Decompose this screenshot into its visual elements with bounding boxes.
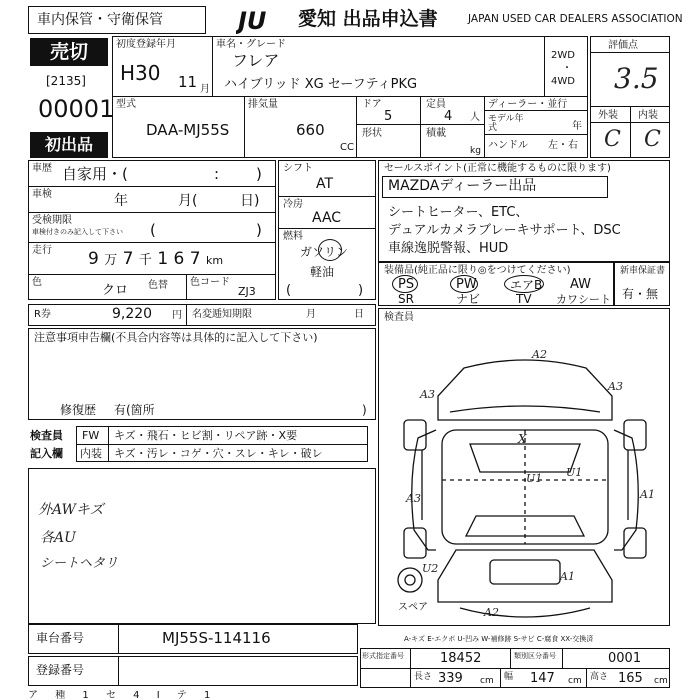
acceptance-note: 車検付きのみ記入して下さい xyxy=(32,228,123,236)
inspection-month: 月( xyxy=(178,193,198,209)
handle-label: ハンドル xyxy=(488,140,528,151)
width-value: 147 xyxy=(530,671,555,686)
entry-label-2: 記入欄 xyxy=(30,447,63,460)
fuel-diesel: 軽油 xyxy=(310,265,335,279)
dealer-label: ディーラー・並行 xyxy=(488,99,568,110)
entry-row1-text: キズ・飛石・ヒビ割・リペア跡・X要 xyxy=(114,429,298,442)
equip-pw: PW xyxy=(456,277,477,292)
recycle-label: R券 xyxy=(34,309,51,320)
mileage-label: 走行 xyxy=(32,245,52,256)
selling-point-4: 車線逸脱警報、HUD xyxy=(388,241,509,256)
usage-colon: : xyxy=(214,165,220,183)
capacity-value: 4 xyxy=(444,109,453,124)
entry-row1-tag: FW xyxy=(82,429,100,442)
mark-u2-rear: U2 xyxy=(422,562,439,575)
model-name-label: 車名・グレード xyxy=(216,39,286,50)
type-designation-label: 形式指定番号 xyxy=(362,652,404,660)
color-code-value: ZJ3 xyxy=(238,285,256,298)
mark-a1-side: A1 xyxy=(640,488,655,501)
interior-label: 内装 xyxy=(638,110,658,121)
model-name: フレア xyxy=(232,51,280,70)
handwritten-box xyxy=(28,468,376,624)
inspection-label: 車検 xyxy=(32,189,52,200)
selling-point-2: シートヒーター、ETC、 xyxy=(388,205,529,220)
notes-label: 注意事項申告欄(不具合内容等は具体的に記入して下さい) xyxy=(34,331,318,344)
color-value: クロ xyxy=(102,283,129,298)
width-label: 幅 xyxy=(504,672,514,682)
equip-leather: カワシート xyxy=(556,293,611,306)
mark-a3-left: A3 xyxy=(420,388,435,401)
usage-close: ) xyxy=(256,165,262,183)
shape-label: 形状 xyxy=(362,128,382,139)
type-designation-value: 18452 xyxy=(440,651,482,666)
sale-type-badge: 売切 xyxy=(30,38,108,66)
aircon-label: 冷房 xyxy=(283,199,303,210)
name-change-day: 日 xyxy=(354,309,364,320)
lot-number: 00001 xyxy=(38,95,115,123)
equip-ps-circle xyxy=(392,275,418,293)
height-unit: cm xyxy=(654,676,668,686)
capacity-label: 定員 xyxy=(426,99,446,110)
acceptance-close: ) xyxy=(256,221,262,239)
interior-grade: C xyxy=(644,127,661,152)
fuel-gas-circle xyxy=(318,239,342,261)
registration-label: 初度登録年月 xyxy=(116,39,176,50)
entry-row2-tag: 内装 xyxy=(80,447,102,460)
door-label: ドア xyxy=(362,99,382,110)
mileage-unit-man: 万 xyxy=(104,253,118,268)
handwritten-note-3: シートヘタリ xyxy=(40,556,119,571)
type-label: 型式 xyxy=(116,99,136,110)
recycle-unit: 円 xyxy=(172,310,182,321)
mark-x-center: X xyxy=(518,432,527,446)
selling-point-1: MAZDAディーラー出品 xyxy=(388,178,537,194)
length-unit: cm xyxy=(480,676,494,686)
fuel-close: ) xyxy=(358,283,364,298)
capacity-unit: 人 xyxy=(470,112,480,123)
storage-box xyxy=(28,6,206,34)
equip-tv: TV xyxy=(516,292,532,306)
bottom-item-6: Ⅰ xyxy=(156,690,160,700)
mileage-digit-5: 7 xyxy=(189,249,201,269)
mileage-digit-4: 6 xyxy=(173,249,185,269)
mark-a3-side: A3 xyxy=(406,492,421,505)
repair-close: ) xyxy=(362,403,367,417)
equipment-label: 装備品(純正品に限り◎をつけてください) xyxy=(384,265,571,276)
damage-legend: A-キズ E-エクボ U-凹み W-補修跡 S-サビ C-腐食 XX-交換済 xyxy=(404,635,594,643)
acceptance-open: ( xyxy=(150,221,156,239)
drive-sep: ・ xyxy=(562,63,572,74)
equip-navi: ナビ xyxy=(456,292,481,306)
bottom-item-8: 1 xyxy=(204,690,211,700)
model-grade: ハイブリッド XG セーフティPKG xyxy=(224,77,418,92)
displacement-value: 660 xyxy=(296,121,325,139)
bottom-row xyxy=(28,690,358,700)
height-value: 165 xyxy=(618,671,643,686)
reg-number-label: 登録番号 xyxy=(36,663,85,677)
repair-label: 修復歴 xyxy=(60,403,97,417)
rating-value: 3.5 xyxy=(614,62,659,95)
load-unit: kg xyxy=(470,146,481,156)
mileage-digit-2: 7 xyxy=(122,249,134,269)
bottom-item-1: ア xyxy=(28,690,38,700)
category-label: 類別区分番号 xyxy=(514,652,556,660)
entry-row2-text: キズ・汚レ・コゲ・穴・スレ・キレ・破レ xyxy=(114,447,323,460)
fuel-gas: ガソリン xyxy=(300,245,349,259)
mark-a3-right: A3 xyxy=(608,380,623,393)
exterior-grade: C xyxy=(604,127,621,152)
inspector-label: 検査員 xyxy=(384,312,414,323)
name-change-month: 月 xyxy=(306,309,316,320)
acceptance-label: 受検期限 xyxy=(32,215,72,226)
recycle-value: 9,220 xyxy=(112,306,153,322)
first-listing-badge: 初出品 xyxy=(30,132,108,158)
bottom-item-7: テ xyxy=(176,690,187,700)
shift-label: シフト xyxy=(283,163,313,174)
chassis-value: MJ55S-114116 xyxy=(162,629,271,647)
equip-airbag: エアB xyxy=(510,278,543,292)
drive-2wd: 2WD xyxy=(551,50,575,61)
ju-logo xyxy=(236,6,294,34)
spare-label: スペア xyxy=(398,602,428,613)
form-title-en: JAPAN USED CAR DEALERS ASSOCIATION xyxy=(468,13,683,25)
usage-label: 車歴 xyxy=(32,163,52,174)
storage-label: 車内保管・守衛保管 xyxy=(37,12,163,28)
bottom-item-5: 4 xyxy=(133,690,140,700)
mileage-value xyxy=(88,250,223,270)
registration-era-year: H30 xyxy=(120,61,161,85)
rating-label: 評価点 xyxy=(608,40,638,51)
inspection-day: 日) xyxy=(240,193,260,209)
handwritten-note-1: 外AWキズ xyxy=(38,502,104,518)
shift-value: AT xyxy=(316,176,334,192)
mark-a2-top: A2 xyxy=(532,348,547,361)
mark-u1-center: U1 xyxy=(526,472,543,485)
mark-a1-rear: A1 xyxy=(560,570,575,583)
equip-pw-circle xyxy=(450,275,478,293)
mark-a2-bottom: A2 xyxy=(484,606,499,619)
entry-label-1: 検査員 xyxy=(30,429,63,442)
handwritten-note-2: 各AU xyxy=(40,530,76,546)
model-year-label: モデル年式 xyxy=(488,114,524,133)
fuel-open: ( xyxy=(286,283,292,298)
bottom-item-4: セ xyxy=(105,690,116,700)
length-value: 339 xyxy=(438,671,463,686)
equip-ps: PS xyxy=(398,277,415,292)
category-value: 0001 xyxy=(608,651,642,666)
mileage-unit: km xyxy=(206,254,224,267)
code-label: [2135] xyxy=(46,74,86,88)
inspection-year: 年 xyxy=(114,193,128,209)
type-value: DAA-MJ55S xyxy=(146,121,230,139)
equip-aw: AW xyxy=(570,277,592,292)
color-change-label: 色替 xyxy=(148,280,168,291)
model-year-unit: 年 xyxy=(572,121,582,132)
mileage-unit-sen: 千 xyxy=(138,253,152,268)
registration-month: 11 xyxy=(178,73,198,91)
usage-value: 自家用・( xyxy=(62,165,128,183)
fuel-label: 燃料 xyxy=(283,231,303,242)
equip-sr: SR xyxy=(398,292,414,306)
equip-airbag-circle xyxy=(504,275,544,293)
color-code-label: 色コード xyxy=(190,277,230,288)
mileage-digit-3: 1 xyxy=(157,249,169,269)
mileage-digit-1: 9 xyxy=(88,249,99,269)
handle-value: 左・右 xyxy=(548,140,578,151)
color-label: 色 xyxy=(32,277,42,288)
selling-point-3: デュアルカメラブレーキサポート、DSC xyxy=(388,223,621,238)
door-value: 5 xyxy=(384,109,393,124)
length-label: 長さ xyxy=(414,672,433,682)
bottom-item-2: 種 xyxy=(55,690,66,700)
displacement-label: 排気量 xyxy=(248,99,278,110)
width-unit: cm xyxy=(568,676,582,686)
repair-value: 有(箇所 xyxy=(114,403,155,417)
logo-text: JU xyxy=(238,7,267,34)
name-change-label: 名変逓知期限 xyxy=(192,309,252,320)
load-label: 積載 xyxy=(426,128,446,139)
drive-4wd: 4WD xyxy=(551,76,575,87)
mark-u1-right: U1 xyxy=(566,466,583,479)
exterior-label: 外装 xyxy=(598,110,618,121)
damage-diagram xyxy=(380,340,668,630)
selling-points-label: セールスポイント(正常に機能するものに限ります) xyxy=(384,163,611,174)
warranty-label: 新車保証書 xyxy=(620,266,666,276)
chassis-label: 車台番号 xyxy=(36,631,85,645)
warranty-value: 有・無 xyxy=(622,287,659,301)
height-label: 高さ xyxy=(590,672,609,682)
aircon-value: AAC xyxy=(312,210,342,226)
registration-month-unit: 月 xyxy=(200,84,210,95)
form-title: 愛知 出品申込書 xyxy=(298,8,438,30)
displacement-unit: CC xyxy=(340,142,354,153)
bottom-item-3: 1 xyxy=(82,690,89,700)
